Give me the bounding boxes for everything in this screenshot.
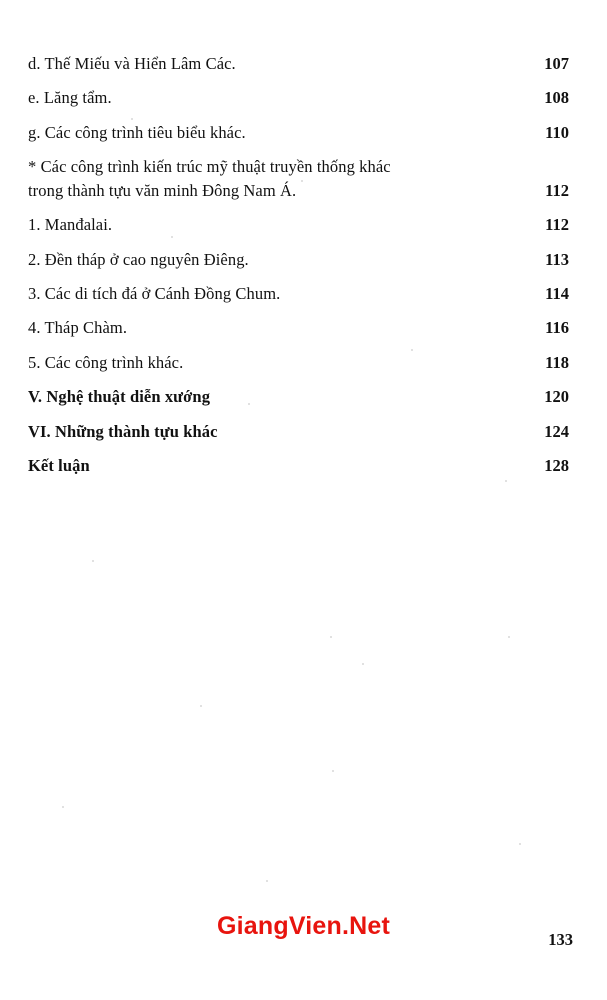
toc-entry-label: 5. Các công trình khác. (28, 352, 184, 372)
toc-entry[interactable] (0, 420, 607, 443)
toc-entry-label: 3. Các di tích đá ở Cánh Đồng Chum. (28, 283, 281, 303)
toc-entry-page: 120 (544, 387, 569, 407)
toc-entry-label: 1. Manđalai. (28, 215, 113, 235)
toc-entry-label: e. Lăng tẩm. (28, 88, 112, 108)
page-number: 133 (548, 930, 573, 949)
toc-entry[interactable] (0, 86, 607, 109)
toc-entry-label: g. Các công trình tiêu biểu khác. (28, 122, 246, 142)
paper-speck (92, 560, 94, 562)
paper-speck (508, 636, 510, 638)
paper-speck (266, 880, 268, 882)
toc-entry[interactable] (0, 52, 607, 75)
toc-entry-label: Kết luận (28, 456, 90, 476)
toc-entry[interactable] (0, 121, 607, 144)
table-of-contents (0, 52, 607, 488)
paper-speck (62, 806, 64, 808)
toc-entry[interactable] (0, 282, 607, 305)
toc-entry-page: 128 (544, 456, 569, 476)
toc-entry-label: V. Nghệ thuật diễn xướng (28, 387, 211, 407)
toc-entry[interactable] (0, 385, 607, 408)
toc-entry[interactable] (0, 155, 607, 202)
paper-speck (411, 349, 413, 351)
toc-entry[interactable] (0, 454, 607, 477)
toc-entry-label: 4. Tháp Chàm. (28, 318, 128, 338)
toc-entry[interactable] (0, 213, 607, 236)
toc-entry-page: 107 (544, 54, 569, 73)
toc-entry-label-line2: trong thành tựu văn minh Đông Nam Á. (28, 180, 297, 200)
toc-entry[interactable] (0, 248, 607, 271)
paper-speck (332, 770, 334, 772)
toc-entry-label-line1: * Các công trình kiến trúc mỹ thuật truyền thống khác (28, 157, 391, 177)
watermark-text: GiangVien.Net (216, 912, 390, 940)
paper-speck (200, 705, 202, 707)
toc-entry-label: VI. Những thành tựu khác (28, 421, 218, 441)
toc-entry-page: 116 (545, 318, 569, 338)
paper-speck (330, 636, 332, 638)
toc-entry-label (28, 155, 391, 202)
toc-entry-page: 112 (545, 215, 569, 235)
toc-entry-label: d. Thế Miếu và Hiển Lâm Các. (28, 54, 236, 73)
toc-entry-page: 118 (545, 352, 569, 372)
toc-entry-page: 113 (545, 249, 569, 269)
toc-entry-page: 124 (544, 421, 569, 441)
paper-speck (248, 403, 250, 405)
paper-speck (505, 480, 507, 482)
toc-entry-page: 110 (545, 122, 569, 142)
toc-entry-page: 114 (545, 283, 569, 303)
toc-entry[interactable] (0, 351, 607, 374)
toc-entry-label: 2. Đền tháp ở cao nguyên Điêng. (28, 249, 249, 269)
toc-entry-page: 112 (545, 180, 569, 200)
paper-speck (301, 180, 303, 182)
toc-entry-page: 108 (544, 88, 569, 108)
toc-entry[interactable] (0, 316, 607, 339)
paper-speck (131, 118, 133, 120)
paper-speck (519, 843, 521, 845)
paper-speck (362, 663, 364, 665)
paper-speck (171, 236, 173, 238)
